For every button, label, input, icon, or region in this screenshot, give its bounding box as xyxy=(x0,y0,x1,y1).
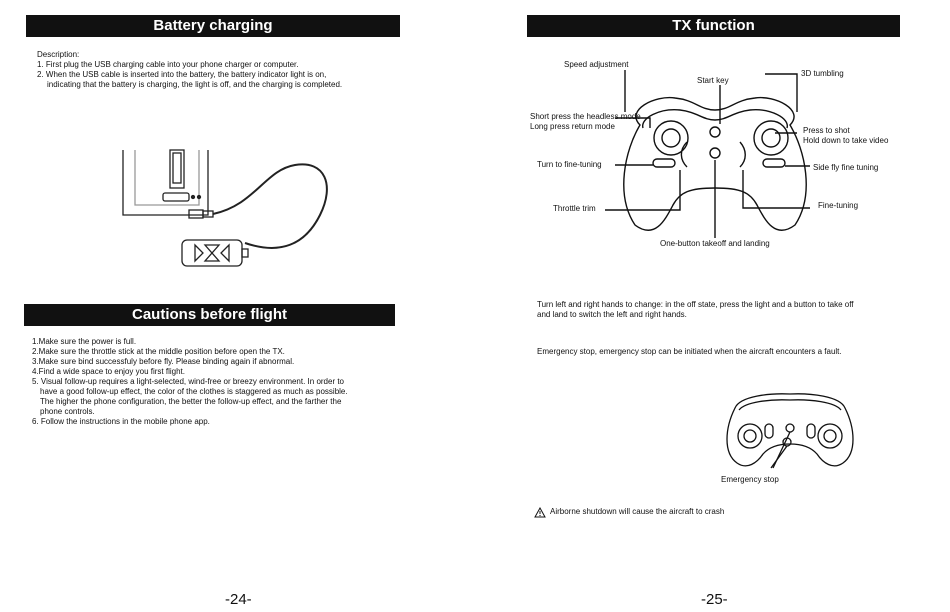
label-turn-fine-tuning: Turn to fine-tuning xyxy=(537,160,602,169)
caution-item: have a good follow-up effect, the color of the clothes is staggered as much as possible. xyxy=(40,387,348,396)
cautions-header: Cautions before flight xyxy=(24,304,395,326)
page-number: -24- xyxy=(225,591,252,608)
label-throttle-trim: Throttle trim xyxy=(553,204,596,213)
tx-function-header: TX function xyxy=(527,15,900,37)
warning-text: Airborne shutdown will cause the aircraft to crash xyxy=(550,507,725,516)
caution-item: 6. Follow the instructions in the mobile phone app. xyxy=(32,417,210,426)
label-headless-2: Long press return mode xyxy=(530,122,615,131)
label-one-button: One-button takeoff and landing xyxy=(660,239,770,248)
battery-charging-illustration xyxy=(115,145,355,275)
emergency-stop-label: Emergency stop xyxy=(721,475,779,484)
caution-item: phone controls. xyxy=(40,407,95,416)
caution-item: 2.Make sure the throttle stick at the middle position before open the TX. xyxy=(32,347,285,356)
page-number: -25- xyxy=(701,591,728,608)
label-shot-2: Hold down to take video xyxy=(803,136,889,145)
caution-item: 5. Visual follow-up requires a light-selected, wind-free or breezy environment. In order to xyxy=(32,377,345,386)
label-shot-1: Press to shot xyxy=(803,126,850,135)
label-3d-tumbling: 3D tumbling xyxy=(801,69,844,78)
battery-step-2-cont: indicating that the battery is charging, the light is off, and the charging is completed. xyxy=(47,80,343,89)
battery-charging-header: Battery charging xyxy=(26,15,400,37)
label-fine-tuning: Fine-tuning xyxy=(818,201,859,210)
warning-triangle-icon xyxy=(534,507,546,518)
caution-item: 3.Make sure bind successfuly before fly. Please binding again if abnormal. xyxy=(32,357,295,366)
label-speed-adjustment: Speed adjustment xyxy=(564,60,629,69)
battery-description xyxy=(37,50,342,90)
turn-hands-line-1: Turn left and right hands to change: in the off state, press the light and a button to take off xyxy=(537,300,854,309)
caution-item: 4.Find a wide space to enjoy you first flight. xyxy=(32,367,185,376)
label-start-key: Start key xyxy=(697,76,729,85)
label-side-fly: Side fly fine tuning xyxy=(813,163,879,172)
emergency-controller-illustration xyxy=(715,388,865,476)
turn-hands-paragraph xyxy=(537,300,854,320)
cautions-list xyxy=(32,337,348,427)
turn-hands-line-2: and land to switch the left and right hands. xyxy=(537,310,687,319)
battery-step-1: 1. First plug the USB charging cable into your phone charger or computer. xyxy=(37,60,299,69)
caution-item: The higher the phone configuration, the better the follow-up effect, and the farther the xyxy=(40,397,342,406)
battery-step-2: 2. When the USB cable is inserted into the battery, the battery indicator light is on, xyxy=(37,70,327,79)
emergency-paragraph: Emergency stop, emergency stop can be initiated when the aircraft encounters a fault. xyxy=(537,347,842,356)
description-label: Description: xyxy=(37,50,80,59)
caution-item: 1.Make sure the power is full. xyxy=(32,337,137,346)
label-headless-1: Short press the headless mode xyxy=(530,112,641,121)
right-page xyxy=(475,0,950,612)
